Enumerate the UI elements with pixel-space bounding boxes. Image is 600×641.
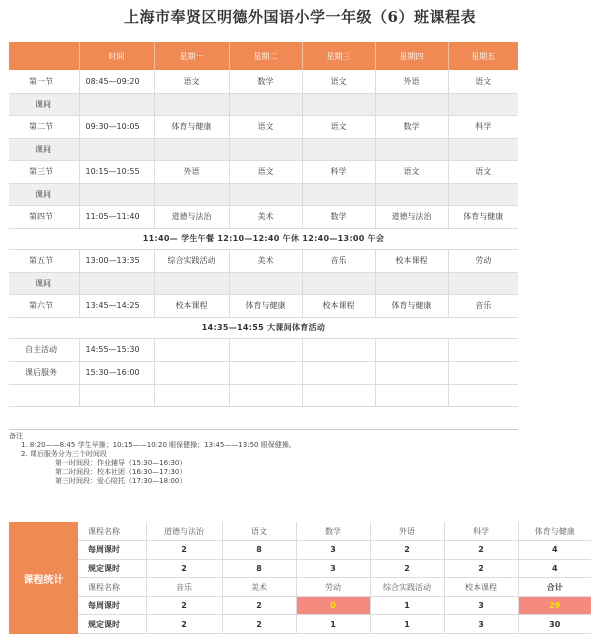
stats-subject-row — [78, 522, 591, 541]
slot-label: 第一节 — [9, 70, 79, 93]
subject-name: 语文 — [222, 522, 296, 541]
row-label: 每周课时 — [78, 596, 146, 615]
break-label: 课间 — [9, 93, 79, 115]
hours-value: 2 — [146, 596, 222, 615]
lunch-schedule-text: 11:40— 学生午餐 12:10—12:40 午休 12:40—13:00 午会 — [9, 228, 518, 249]
lesson-cell: 语文 — [302, 70, 375, 93]
hours-value: 8 — [222, 541, 296, 560]
hours-value: 30 — [518, 615, 591, 634]
after-school-row — [9, 361, 518, 384]
header-friday: 星期五 — [448, 42, 518, 70]
lesson-cell: 音乐 — [302, 249, 375, 272]
slot-label: 第六节 — [9, 294, 79, 317]
slot-label: 课后服务 — [9, 361, 79, 384]
break-row-1 — [9, 93, 518, 115]
blank-row — [9, 384, 518, 406]
header-blank — [9, 42, 79, 70]
schedule-table — [9, 42, 518, 407]
period-5-row — [9, 249, 518, 272]
notes-section — [9, 429, 518, 492]
notes-line: 第三时间段：爱心陪托（17:30—18:00） — [55, 477, 187, 485]
subject-name: 道德与法治 — [146, 522, 222, 541]
subject-name: 校本课程 — [444, 578, 518, 597]
slot-time: 09:30—10:05 — [79, 115, 154, 138]
subject-name: 数学 — [296, 522, 370, 541]
stats-weekly-row — [78, 596, 591, 615]
lesson-cell: 语文 — [154, 70, 229, 93]
period-6-row — [9, 294, 518, 317]
hours-value: 1 — [370, 615, 444, 634]
notes-heading: 备注 — [9, 432, 23, 440]
stats-required-row — [78, 559, 591, 578]
notes-line: 1. 8:20——8:45 学生早操；10:15——10:20 眼保健操；13:45——13:50 眼保健操。 — [21, 441, 296, 449]
row-label: 每周课时 — [78, 541, 146, 560]
self-study-row — [9, 338, 518, 361]
period-4-row — [9, 205, 518, 228]
header-tuesday: 星期二 — [229, 42, 302, 70]
stats-weekly-row — [78, 541, 591, 560]
course-stats-section — [9, 522, 591, 634]
slot-time: 14:55—15:30 — [79, 338, 154, 361]
lesson-cell: 道德与法治 — [375, 205, 448, 228]
break-row-4 — [9, 272, 518, 294]
subject-name: 美术 — [222, 578, 296, 597]
hours-value: 2 — [146, 541, 222, 560]
slot-time: 08:45—09:20 — [79, 70, 154, 93]
header-wednesday: 星期三 — [302, 42, 375, 70]
lesson-cell: 科学 — [302, 160, 375, 183]
course-stats-table — [78, 522, 591, 634]
lesson-cell: 语文 — [375, 160, 448, 183]
hours-value: 1 — [370, 596, 444, 615]
row-label: 课程名称 — [78, 522, 146, 541]
slot-label: 第四节 — [9, 205, 79, 228]
period-2-row — [9, 115, 518, 138]
period-1-row — [9, 70, 518, 93]
page-title: 上海市奉贤区明德外国语小学一年级（6）班课程表 — [124, 8, 476, 26]
lesson-cell: 校本课程 — [302, 294, 375, 317]
header-time: 时间 — [79, 42, 154, 70]
hours-value: 2 — [370, 559, 444, 578]
lesson-cell: 外语 — [375, 70, 448, 93]
lesson-cell: 道德与法治 — [154, 205, 229, 228]
hours-value: 2 — [370, 541, 444, 560]
lesson-cell: 数学 — [375, 115, 448, 138]
slot-label: 第五节 — [9, 249, 79, 272]
row-label: 规定课时 — [78, 615, 146, 634]
hours-value: 4 — [518, 541, 591, 560]
slot-time: 15:30—16:00 — [79, 361, 154, 384]
lesson-cell: 外语 — [154, 160, 229, 183]
hours-value: 8 — [222, 559, 296, 578]
lesson-cell: 美术 — [229, 249, 302, 272]
hours-value: 3 — [444, 615, 518, 634]
subject-name: 劳动 — [296, 578, 370, 597]
lesson-cell: 体育与健康 — [154, 115, 229, 138]
break-label: 课间 — [9, 183, 79, 205]
big-break-row — [9, 317, 518, 338]
slot-time: 13:00—13:35 — [79, 249, 154, 272]
subject-name: 音乐 — [146, 578, 222, 597]
lesson-cell: 体育与健康 — [448, 205, 518, 228]
subject-name: 体育与健康 — [518, 522, 591, 541]
subject-name: 科学 — [444, 522, 518, 541]
lesson-cell: 语文 — [229, 115, 302, 138]
lesson-cell: 校本课程 — [375, 249, 448, 272]
header-thursday: 星期四 — [375, 42, 448, 70]
big-break-text: 14:35—14:55 大课间体育活动 — [9, 317, 518, 338]
lesson-cell: 体育与健康 — [375, 294, 448, 317]
row-label: 规定课时 — [78, 559, 146, 578]
period-3-row — [9, 160, 518, 183]
lesson-cell: 劳动 — [448, 249, 518, 272]
hours-value: 1 — [296, 615, 370, 634]
lunch-row — [9, 228, 518, 249]
stats-subject-row — [78, 578, 591, 597]
hours-value: 2 — [444, 559, 518, 578]
hours-value: 3 — [444, 596, 518, 615]
lesson-cell: 音乐 — [448, 294, 518, 317]
lesson-cell: 语文 — [229, 160, 302, 183]
lesson-cell: 语文 — [448, 160, 518, 183]
hours-value-warning: 0 — [296, 596, 370, 615]
row-label: 课程名称 — [78, 578, 146, 597]
lesson-cell: 校本课程 — [154, 294, 229, 317]
break-row-2 — [9, 138, 518, 160]
slot-time: 11:05—11:40 — [79, 205, 154, 228]
notes-line: 2. 课后服务分为三个时间段 — [21, 450, 107, 458]
lesson-cell: 科学 — [448, 115, 518, 138]
schedule-header-row — [9, 42, 518, 70]
notes-line: 第二时间段：校本社团（16:30—17:30） — [55, 468, 187, 476]
hours-value: 2 — [222, 615, 296, 634]
notes-line: 第一时间段：作业辅导（15:30—16:30） — [55, 459, 187, 467]
lesson-cell: 语文 — [302, 115, 375, 138]
lesson-cell: 美术 — [229, 205, 302, 228]
lesson-cell: 数学 — [302, 205, 375, 228]
hours-value: 3 — [296, 559, 370, 578]
lesson-cell: 综合实践活动 — [154, 249, 229, 272]
hours-value: 2 — [222, 596, 296, 615]
stats-required-row — [78, 615, 591, 634]
hours-value: 2 — [444, 541, 518, 560]
slot-time: 13:45—14:25 — [79, 294, 154, 317]
lesson-cell: 语文 — [448, 70, 518, 93]
break-label: 课间 — [9, 272, 79, 294]
header-monday: 星期一 — [154, 42, 229, 70]
lesson-cell: 数学 — [229, 70, 302, 93]
hours-value: 2 — [146, 559, 222, 578]
subject-name: 合计 — [518, 578, 591, 597]
subject-name: 综合实践活动 — [370, 578, 444, 597]
subject-name: 外语 — [370, 522, 444, 541]
total-value-warning: 29 — [518, 596, 591, 615]
break-label: 课间 — [9, 138, 79, 160]
course-stats-label: 课程统计 — [9, 522, 78, 634]
slot-label: 第三节 — [9, 160, 79, 183]
slot-label: 自主活动 — [9, 338, 79, 361]
hours-value: 3 — [296, 541, 370, 560]
hours-value: 4 — [518, 559, 591, 578]
hours-value: 2 — [146, 615, 222, 634]
break-row-3 — [9, 183, 518, 205]
slot-label: 第二节 — [9, 115, 79, 138]
slot-time: 10:15—10:55 — [79, 160, 154, 183]
lesson-cell: 体育与健康 — [229, 294, 302, 317]
